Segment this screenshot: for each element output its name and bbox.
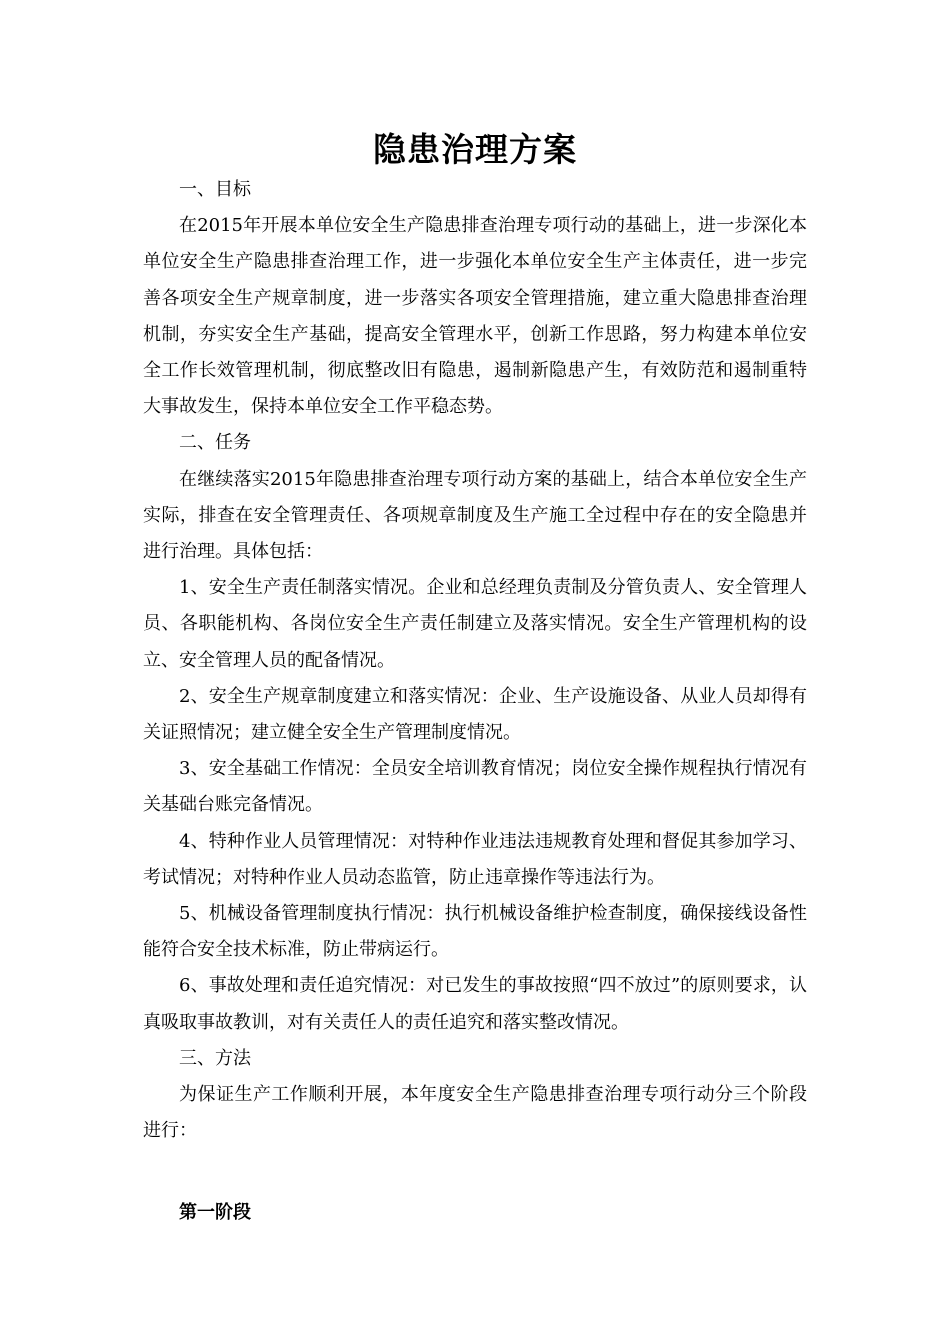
document-title: 隐患治理方案 (373, 130, 577, 169)
paragraph-method: 为保证生产工作顺利开展，本年度安全生产隐患排查治理专项行动分三个阶段进行： (143, 1084, 807, 1142)
task-item-4: 4、特种作业人员管理情况：对特种作业违法违规教育处理和督促其参加学习、考试情况；对特种作业人员动态监管，防止违章操作等违法行为。 (143, 830, 807, 888)
paragraph-task-intro: 在继续落实2015年隐患排查治理专项行动方案的基础上，结合本单位安全生产实际，排查在安全管理责任、各项规章制度及生产施工全过程中存在的安全隐患并进行治理。具体包括： (143, 468, 807, 563)
task-item-5: 5、机械设备管理制度执行情况：执行机械设备维护检查制度，确保接线设备性能符合安全技术标准，防止带病运行。 (143, 903, 807, 961)
task-item-6: 6、事故处理和责任追究情况：对已发生的事故按照“四不放过”的原则要求，认真吸取事故教训，对有关责任人的责任追究和落实整改情况。 (143, 975, 807, 1033)
section-heading-task: 二、任务 (179, 432, 251, 454)
phase-heading: 第一阶段 (179, 1202, 251, 1224)
task-item-2: 2、安全生产规章制度建立和落实情况：企业、生产设施设备、从业人员却得有关证照情况；建立健全安全生产管理制度情况。 (143, 685, 807, 744)
document-body (143, 172, 807, 1232)
section-heading-method: 三、方法 (179, 1047, 251, 1069)
task-item-3: 3、安全基础工作情况：全员安全培训教育情况；岗位安全操作规程执行情况有关基础台账完备情况。 (143, 758, 807, 816)
section-heading-goal: 一、目标 (179, 179, 251, 200)
task-item-1: 1、安全生产责任制落实情况。企业和总经理负责制及分管负责人、安全管理人员、各职能机构、各岗位安全生产责任制建立及落实情况。安全生产管理机构的设立、安全管理人员的配备情况。 (143, 577, 807, 671)
paragraph-goal: 在2015年开展本单位安全生产隐患排查治理专项行动的基础上，进一步深化本单位安全生产隐患排查治理工作，进一步强化本单位安全生产主体责任，进一步完善各项安全生产规章制度，进一步落实各项安全管理措施，建立重大隐患排查治理机制，夯实安全生产基础，提高安全管理水平，创新工作思路，努力构建本单位安全工作长效管理机制，彻底整改旧有隐患，遏制新隐患产生，有效防范和遏制重特大事故发生，保持本单位安全工作平稳态势。 (143, 215, 807, 418)
